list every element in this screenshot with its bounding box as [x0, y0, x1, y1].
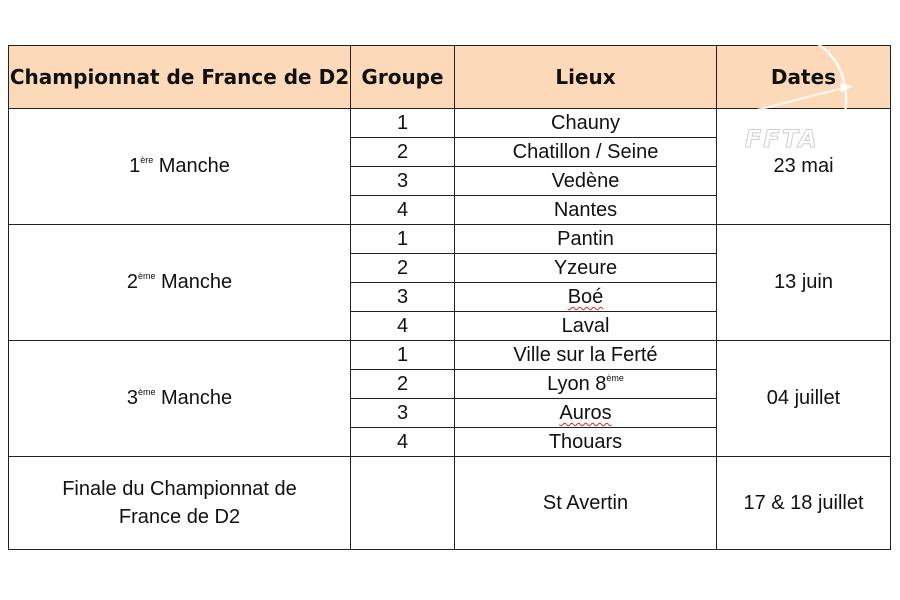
group-number: 3 [351, 399, 455, 428]
round-date-1: 23 mai [717, 109, 891, 225]
group-number: 4 [351, 196, 455, 225]
header-dates: Dates [717, 46, 891, 109]
group-number: 1 [351, 225, 455, 254]
table-row [9, 225, 891, 254]
place-name: Laval [455, 312, 717, 341]
round-label-3: 3ème Manche [9, 341, 351, 457]
group-number: 2 [351, 254, 455, 283]
place-name: Pantin [455, 225, 717, 254]
group-number: 1 [351, 109, 455, 138]
place-name: Lyon 8ème [455, 370, 717, 399]
group-number: 1 [351, 341, 455, 370]
round-label-2: 2ème Manche [9, 225, 351, 341]
group-number: 4 [351, 312, 455, 341]
group-number: 3 [351, 167, 455, 196]
finale-date: 17 & 18 juillet [717, 457, 891, 550]
header-championnat: Championnat de France de D2 [9, 46, 351, 109]
header-lieux: Lieux [455, 46, 717, 109]
finale-group [351, 457, 455, 550]
schedule-table [8, 45, 891, 550]
group-number: 2 [351, 370, 455, 399]
finale-label: Finale du Championnat de France de D2 [9, 457, 351, 550]
round-date-3: 04 juillet [717, 341, 891, 457]
round-label-1: 1ère Manche [9, 109, 351, 225]
table-row [9, 109, 891, 138]
watermark-text: FFTA [745, 125, 819, 153]
place-name: Thouars [455, 428, 717, 457]
table-row [9, 341, 891, 370]
place-name: Yzeure [455, 254, 717, 283]
place-name: Nantes [455, 196, 717, 225]
place-name: Chauny [455, 109, 717, 138]
header-row [9, 46, 891, 109]
group-number: 4 [351, 428, 455, 457]
place-name: Vedène [455, 167, 717, 196]
place-name: Auros [455, 399, 717, 428]
round-date-2: 13 juin [717, 225, 891, 341]
finale-row [9, 457, 891, 550]
group-number: 3 [351, 283, 455, 312]
header-groupe: Groupe [351, 46, 455, 109]
finale-place: St Avertin [455, 457, 717, 550]
place-name: Chatillon / Seine [455, 138, 717, 167]
place-name: Ville sur la Ferté [455, 341, 717, 370]
place-name: Boé [455, 283, 717, 312]
group-number: 2 [351, 138, 455, 167]
